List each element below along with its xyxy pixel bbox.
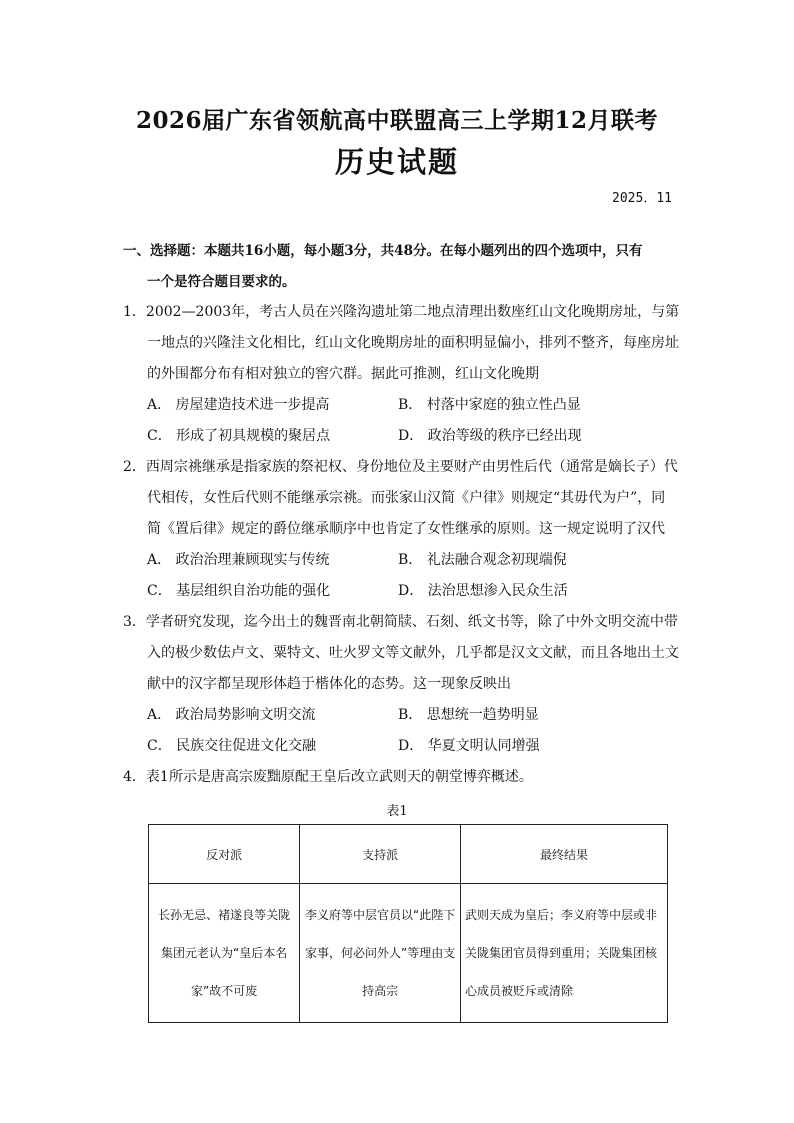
option-c[interactable]: C． 基层组织自治功能的强化 bbox=[147, 583, 331, 599]
table-header-cell: 支持派 bbox=[300, 825, 461, 884]
question-3-options bbox=[147, 700, 667, 762]
option-d[interactable]: D． 法治思想渗入民众生活 bbox=[398, 583, 568, 599]
table-header-cell: 反对派 bbox=[149, 825, 300, 884]
table-cell: 武则天成为皇后；李义府等中层或非关陇集团官员得到重用；关陇集团核心成员被贬斥或清除 bbox=[460, 884, 667, 1023]
question-1-options bbox=[147, 390, 667, 452]
option-c[interactable]: C． 民族交往促进文化交融 bbox=[147, 738, 317, 754]
option-b[interactable]: B． 思想统一趋势明显 bbox=[398, 707, 539, 723]
question-4-stem bbox=[123, 762, 683, 793]
question-1-stem bbox=[123, 297, 683, 390]
option-d[interactable]: D． 政治等级的秩序已经出现 bbox=[398, 428, 582, 444]
option-b[interactable]: B． 村落中家庭的独立性凸显 bbox=[398, 397, 581, 413]
option-b[interactable]: B． 礼法融合观念初现端倪 bbox=[398, 552, 567, 568]
table-caption: 表1 bbox=[386, 804, 408, 819]
table-row bbox=[149, 884, 668, 1023]
exam-title: 2026届广东省领航高中联盟高三上学期12月联考 bbox=[135, 107, 659, 134]
question-line: 简《置后律》规定的爵位继承顺序中也肯定了女性继承的原则。这一规定说明了汉代 bbox=[147, 521, 665, 537]
section-instruction-line: 一、选择题：本题共16小题，每小题3分，共48分。在每小题列出的四个选项中，只有 bbox=[123, 243, 643, 259]
option-a[interactable]: A． 政治局势影响文明交流 bbox=[147, 707, 316, 723]
question-line: 的外围都分布有相对独立的窖穴群。据此可推测，红山文化晚期 bbox=[147, 366, 539, 382]
table-header-row bbox=[149, 825, 668, 884]
table-header-cell: 最终结果 bbox=[460, 825, 667, 884]
option-a[interactable]: A． 房屋建造技术进一步提高 bbox=[147, 397, 330, 413]
option-d[interactable]: D． 华夏文明认同增强 bbox=[398, 738, 540, 754]
exam-date: 2025．11 bbox=[612, 191, 672, 206]
question-line: 一地点的兴隆洼文化相比，红山文化晚期房址的面积明显偏小，排列不整齐，每座房址 bbox=[147, 335, 679, 351]
question-line: 2．西周宗祧继承是指家族的祭祀权、身份地位及主要财产由男性后代（通常是嫡长子）代 bbox=[123, 459, 678, 475]
section-instruction-line: 一个是符合题目要求的。 bbox=[147, 274, 296, 290]
question-line: 1．2002—2003年，考古人员在兴隆沟遗址第二地点清理出数座红山文化晚期房址，与第 bbox=[123, 304, 680, 320]
question-2-options bbox=[147, 545, 667, 607]
subject-title: 历史试题 bbox=[334, 145, 459, 179]
question-2-stem bbox=[123, 452, 683, 545]
question-line: 献中的汉字都呈现形体趋于楷体化的态势。这一现象反映出 bbox=[147, 676, 511, 692]
table-cell: 长孙无忌、褚遂良等关陇集团元老认为“皇后本名家”故不可废 bbox=[149, 884, 300, 1023]
question-line: 代相传，女性后代则不能继承宗祧。而张家山汉简《户律》则规定“其毋代为户”，同 bbox=[147, 490, 666, 506]
option-a[interactable]: A． 政治治理兼顾现实与传统 bbox=[147, 552, 330, 568]
question-line: 入的极少数佉卢文、粟特文、吐火罗文等文献外，几乎都是汉文文献，而且各地出土文 bbox=[147, 645, 679, 661]
table-cell: 李义府等中层官员以“此陛下家事，何必问外人”等理由支持高宗 bbox=[300, 884, 461, 1023]
option-c[interactable]: C． 形成了初具规模的聚居点 bbox=[147, 428, 331, 444]
history-table bbox=[148, 824, 668, 1023]
section-heading bbox=[123, 236, 683, 298]
question-line: 4．表1所示是唐高宗废黜原配王皇后改立武则天的朝堂博弈概述。 bbox=[123, 769, 533, 785]
question-line: 3．学者研究发现，迄今出土的魏晋南北朝简牍、石刻、纸文书等，除了中外文明交流中带 bbox=[123, 614, 678, 630]
question-3-stem bbox=[123, 607, 683, 700]
